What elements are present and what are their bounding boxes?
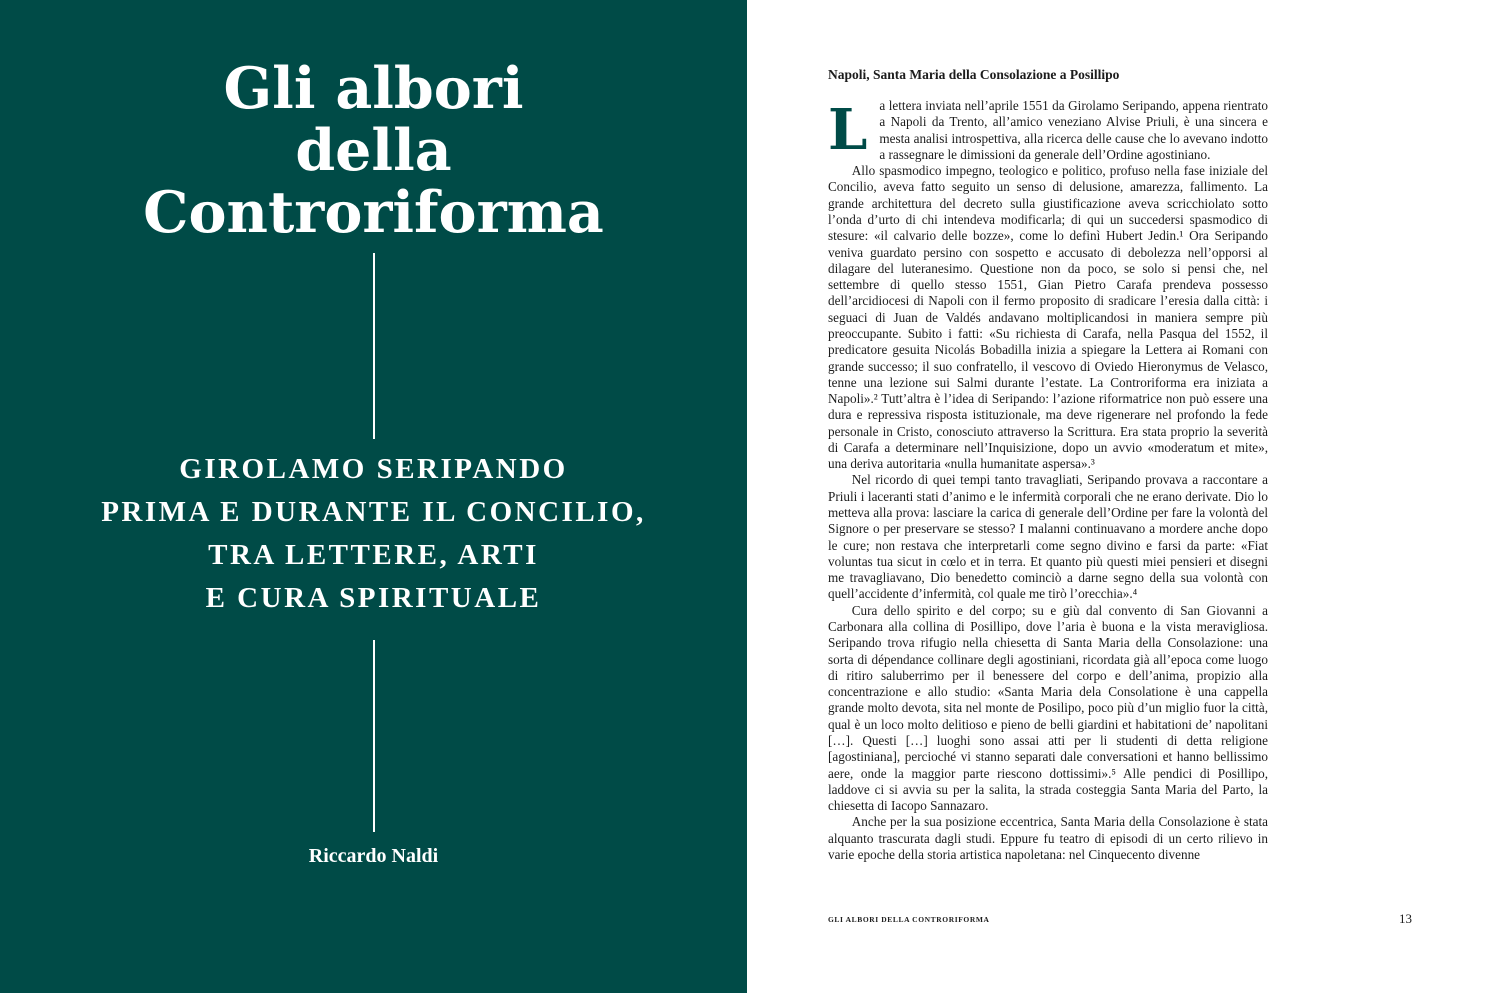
title-line: Controriforma: [143, 179, 604, 246]
paragraph: a lettera inviata nell’aprile 1551 da Girolamo Seripando, appena rientrato a Napoli da Trento, all’amico veneziano Alvise Priuli, è una sincera e mesta analisi introspettiva, alla ricerca delle cause che lo avevano indotto a rassegnare le dimissioni da generale dell’Ordine agostiniano.: [879, 98, 1268, 162]
subtitle-line: E CURA SPIRITUALE: [205, 582, 542, 614]
drop-cap: L: [828, 97, 868, 163]
page-number: 13: [1399, 911, 1412, 926]
book-subtitle: [0, 448, 747, 620]
book-title: [0, 55, 747, 246]
vertical-divider-bottom: [373, 640, 375, 832]
running-footer: GLI ALBORI DELLA CONTRORIFORMA: [828, 915, 990, 924]
title-line: della: [295, 117, 452, 184]
subtitle-line: PRIMA E DURANTE IL CONCILIO,: [101, 496, 646, 528]
vertical-divider-top: [373, 253, 375, 439]
paragraph: Anche per la sua posizione eccentrica, Santa Maria della Consolazione è stata alquanto trascurata dagli studi. Eppure fu teatro di episodi di un certo rilievo in varie epoche della storia artistica napoletana: nel Cinquecento divenne: [828, 814, 1268, 862]
section-heading: Napoli, Santa Maria della Consolazione a Posillipo: [828, 67, 1120, 82]
right-page: [747, 0, 1492, 993]
paragraph: Nel ricordo di quei tempi tanto travagliati, Seripando provava a raccontare a Priuli i laceranti stati d’animo e le infermità corporali che ne erano derivate. Dio lo metteva alla prova: lasciare la carica di generale dell’Ordine per fare la volontà del Signore o per preservare se stesso? I malanni continuavano a mordere anche dopo le cure; non restava che interpretarli come segno divino e farsi da parte: «Fiat voluntas tua sicut in cœlo et in terra. Et quanto più questi miei pensieri et disegni me travagliavano, Dio benedetto cominciò a darne segno della sua volontà con quell’accidente d’infermità, col quale me tirò l’orecchia».⁴: [828, 472, 1268, 602]
paragraph: Cura dello spirito e del corpo; su e giù dal convento di San Giovanni a Carbonara alla collina di Posillipo, dove l’aria è buona e la vista meravigliosa. Seripando trova rifugio nella chiesetta di Santa Maria della Consolazione: una sorta di dépendance collinare degli agostiniani, ricordata già all’epoca come luogo di ritiro saluberrimo per il benessere del corpo e dell’anima, propizio alla concentrazione e allo studio: «Santa Maria dela Consolatione è una cappella grande molto devota, sita nel monte de Posilipo, poco più d’un miglio fuor la città, qual è un loco molto delitioso e pieno de belli giardini et habitationi de’ napolitani […]. Questi […] luoghi sono assai atti per li studenti di detta religione [agostiniana], percioché vi stanno separati dale conversationi et hanno bellissimo aere, onde la maggior parte riescono dottissimi».⁵ Alle pendici di Posillipo, laddove ci si avvia su per la salita, la strada costeggia Santa Maria del Parto, la chiesetta di Iacopo Sannazaro.: [828, 602, 1268, 814]
author-name: Riccardo Naldi: [308, 845, 439, 867]
title-line: Gli albori: [223, 55, 524, 122]
subtitle-line: TRA LETTERE, ARTI: [208, 539, 539, 571]
article-body: [828, 98, 1268, 863]
subtitle-line: GIROLAMO SERIPANDO: [179, 453, 568, 485]
paragraph: Allo spasmodico impegno, teologico e politico, profuso nella fase iniziale del Concilio, aveva fatto seguito un senso di delusione, amarezza, fallimento. La grande architettura del decreto sulla giustificazione aveva scricchiolato sotto l’onda d’urto di chi intendeva modificarla; di qui un succedersi spasmodico di stesure: «il calvario delle bozze», come lo definì Hubert Jedin.¹ Ora Seripando veniva guardato persino con sospetto e accusato di debolezza nell’opporsi al dilagare del luteranesimo. Questione non da poco, se solo si pensi che, nel settembre di quello stesso 1551, Gian Pietro Carafa prendeva possesso dell’arcidiocesi di Napoli con il fermo proposito di sradicare l’eresia dalla città: i seguaci di Juan de Valdés andavano moltiplicandosi in maniera sempre più preoccupante. Subito i fatti: «Su richiesta di Carafa, nella Pasqua del 1552, il predicatore gesuita Nicolás Bobadilla inizia a spiegare la Lettera ai Romani con grande successo; il suo confratello, il vescovo di Oviedo Hieronymus de Velasco, tenne una lezione sui Salmi durante l’estate. La Controriforma era iniziata a Napoli».² Tutt’altra è l’idea di Seripando: l’azione riformatrice non può essere una dura e repressiva risposta istituzionale, ma deve rigenerare nel profondo la fede personale in Cristo, conosciuto attraverso la Scrittura. Era stata proprio la severità di Carafa a determinare nell’Inquisizione, dopo un avvio «moderatum et mite», una deriva autoritaria «nulla humanitate aspersa».³: [828, 163, 1268, 472]
